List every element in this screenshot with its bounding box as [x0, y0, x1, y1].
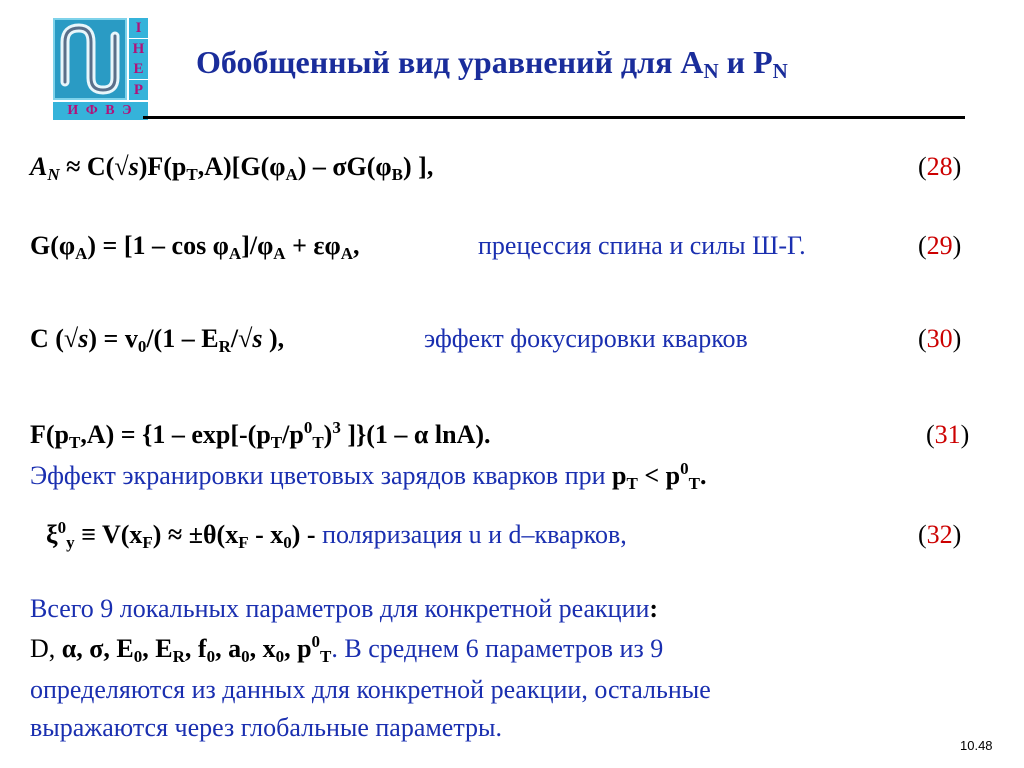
parameter-list: α, σ, $E_0$, $E_R$, $f_0$, $a_0$, $x_0$, $p^0_T$: [61, 632, 332, 666]
logo-letter: P: [129, 80, 148, 100]
logo-symbol-icon: [55, 20, 125, 98]
summary-line-2: D, α, σ, $E_0$, $E_R$, $f_0$, $a_0$, $x_0$, $p^0_T$. В среднем 6 параметров из 9: [30, 632, 664, 666]
summary-line-4: выражаются через глобальные параметры.: [30, 713, 502, 742]
equation-28: $A_N \approx C(√s)F(p_T,A)[G(\varphi_A) - \sigma G(\varphi_B)$ ],: [30, 152, 434, 184]
logo-emblem: [53, 18, 127, 100]
equation-29: $G(\varphi_A) = [1 - \cos \varphi_A]/\varphi_A + \varepsilon\varphi_A$,: [30, 231, 360, 263]
equation-number-32: (32): [918, 520, 962, 549]
logo-letters-column: [129, 18, 148, 100]
page-number: 10.48: [960, 738, 993, 753]
logo-letter: E: [129, 59, 148, 79]
summary-line-1: Всего 9 локальных параметров для конкретной реакции:: [30, 594, 659, 623]
title-divider: [143, 116, 965, 119]
screening-effect-text: Эффект экранировки цветовых зарядов кварков при $p_T < p^0_T$.: [30, 459, 707, 493]
slide-title: Обобщенный вид уравнений для $A_N$ и $P_N$: [196, 44, 788, 83]
equation-number-31: (31): [926, 420, 970, 449]
logo-letter: H: [129, 39, 148, 59]
iher-logo: [53, 18, 148, 120]
equation-29-note: прецессия спина и силы Ш-Г.: [478, 231, 806, 260]
logo-letter: I: [129, 18, 148, 38]
summary-line-3: определяются из данных для конкретной реакции, остальные: [30, 675, 711, 704]
equation-number-29: (29): [918, 231, 962, 260]
equation-30: C $(√s) = v_0/(1 - E_R/√s$ ),: [30, 324, 285, 356]
equation-number-28: (28): [918, 152, 962, 181]
equation-32: $\xi^0_y \equiv V(x_F) \approx \pm\theta(x_F - x_0)$ - поляризация u и d–кварков,: [46, 518, 627, 552]
equation-number-30: (30): [918, 324, 962, 353]
equation-30-note: эффект фокусировки кварков: [424, 324, 748, 353]
equation-31: $F(p_T,A) = \{1 - \exp[-(p_T/p^0_T)^3$ ]}(1 – α lnA).: [30, 418, 491, 452]
equation-32-note: поляризация u и d–кварков,: [322, 520, 627, 549]
logo-letters-row: И Ф В Э: [53, 102, 148, 120]
screening-condition: $p_T < p^0_T$.: [612, 459, 707, 493]
